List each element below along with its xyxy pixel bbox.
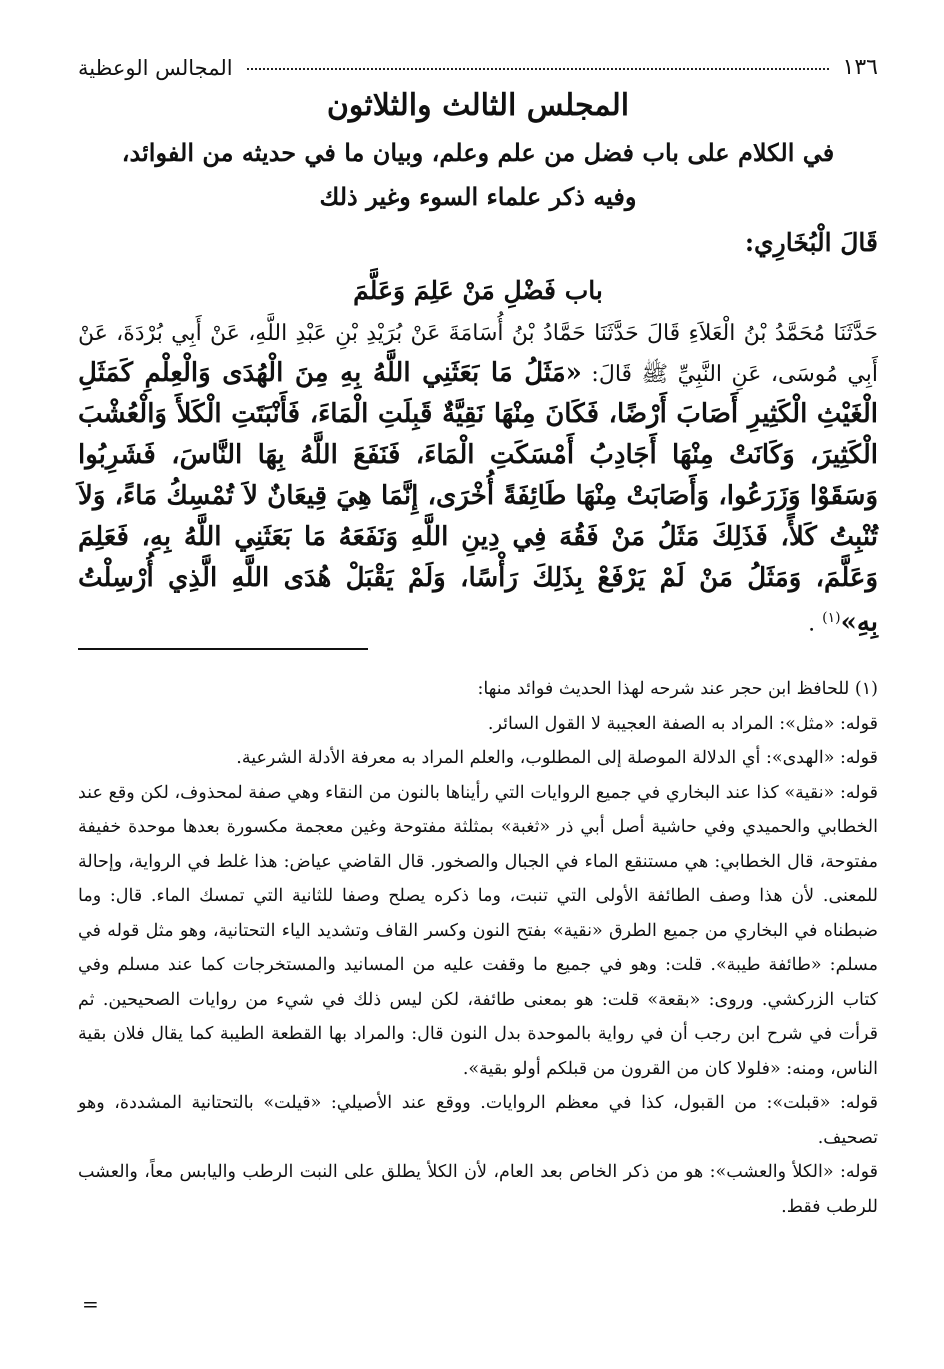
footnotes [78, 672, 878, 1224]
book-page [78, 30, 878, 1350]
chapter-subtitle-line2: وفيه ذكر علماء السوء وغير ذلك [319, 182, 637, 211]
footnote-intro: (١) للحافظ ابن حجر عند شرحه لهذا الحديث فوائد منها: [477, 679, 878, 699]
footnote-item: قوله: «الهدى»: أي الدلالة الموصلة إلى المطلوب، والعلم المراد به معرفة الأدلة الشرعية. [236, 748, 878, 768]
hadith-isnad: حَدَّثَنَا مُحَمَّدُ بْنُ الْعَلاَءِ قَالَ حَدَّثَنَا حَمَّادُ بْنُ أُسَامَةَ عَنْ بُرَيْدِ بْنِ عَبْدِ اللَّهِ، عَنْ أَبِي بُرْدَةَ، عَنْ أَبِي مُوسَى، عَنِ النَّبِيِّ ﷺ قَالَ: [78, 321, 878, 387]
footnote-item: قوله: «نقية» كذا عند البخاري في جميع الروايات التي رأيناها بالنون من النقاء وهي صفة لمحذوف، لكن وقع عند الخطابي والحميدي وفي حاشية أصل أبي ذر «ثغبة» بمثلثة مفتوحة وغين معجمة مكسورة بعدها موحدة خفيفة مفتوحة، قال الخطابي: هي مستنقع الماء في الجبال والصخور. قال القاضي عياض: هذا غلط في الرواية، وإحالة للمعنى. لأن هذا وصف الطائفة الأولى التي تنبت، وما ذكره يصلح وصفا للثانية التي تمسك الماء. قال: وما ضبطناه في البخاري من جميع الطرق «نقية» بفتح النون وكسر القاف وتشديد الياء التحتانية، وهو مثل قوله في مسلم: «طائفة طيبة». قلت: وهو في جميع ما وقفت عليه من المسانيد والمستخرجات كما عند مسلم وفي كتاب الزركشي. وروى: «بقعة» قلت: هو بمعنى طائفة، لكن ليس ذلك في شيء من روايات الصحيحين. ثم قرأت في شرح ابن رجب أن في رواية بالموحدة بدل النون قال: والمراد بها القطعة الطيبة كما يقال فلان بقية الناس، ومنه: «فلولا كان من القرون من قبلكم أولو بقية». [78, 782, 878, 1079]
running-book-title: المجالس الوعظية [78, 56, 233, 80]
qal-al-bukhari: قَالَ الْبُخَارِي: [744, 228, 878, 257]
bab-heading: باب فَضْلِ مَنْ عَلِمَ وَعَلَّمَ [353, 276, 603, 305]
hadith-ending: . [808, 611, 823, 637]
hadith-paragraph [78, 315, 878, 643]
chapter-title: المجلس الثالث والثلاثون [326, 88, 630, 123]
footnote-item: قوله: «مثل»: المراد به الصفة العجيبة لا القول السائر. [487, 713, 878, 734]
header-divider-dots [247, 68, 829, 70]
footnote-item: قوله: «قبلت»: من القبول، كذا في معظم الروايات. ووقع عند الأصيلي: «قيلت» بالتحتانية المشددة، وهو تصحيف. [78, 1093, 878, 1148]
chapter-subtitle-line1: في الكلام على باب فضل من علم وعلم، وبيان ما في حديثه من الفوائد، [121, 138, 835, 167]
page-number: ١٣٦ [842, 55, 878, 80]
footnote-item: قوله: «الكلأ والعشب»: هو من ذكر الخاص بعد العام، لأن الكلأ يطلق على النبت الرطب واليابس معاً، والعشب للرطب فقط. [78, 1162, 878, 1217]
running-header [78, 40, 878, 80]
footnote-reference: (١) [822, 610, 841, 626]
continuation-mark: = [82, 1292, 99, 1316]
hadith-matn: «مَثَلُ مَا بَعَثَنِي اللَّهُ بِهِ مِنَ الْهُدَى وَالْعِلْمِ كَمَثَلِ الْغَيْثِ الْكَثِيرِ أَصَابَ أَرْضًا، فَكَانَ مِنْهَا نَقِيَّةٌ قَبِلَتِ الْمَاءَ، فَأَنْبَتَتِ الْكَلأَ وَالْعُشْبَ الْكَثِيرَ، وَكَانَتْ مِنْهَا أَجَادِبُ أَمْسَكَتِ الْمَاءَ، فَنَفَعَ اللَّهُ بِهَا النَّاسَ، فَشَرِبُوا وَسَقَوْا وَزَرَعُوا، وَأَصَابَتْ مِنْهَا طَائِفَةً أُخْرَى، إِنَّمَا هِيَ قِيعَانٌ لاَ تُمْسِكُ مَاءً، وَلاَ تُنْبِتُ كَلأً، فَذَلِكَ مَثَلُ مَنْ فَقُهَ فِي دِينِ اللَّهِ وَنَفَعَهُ مَا بَعَثَنِي اللَّهُ بِهِ، فَعَلِمَ وَعَلَّمَ، وَمَثَلُ مَنْ لَمْ يَرْفَعْ بِذَلِكَ رَأْسًا، وَلَمْ يَقْبَلْ هُدَى اللَّهِ الَّذِي أُرْسِلْتُ بِهِ» [78, 358, 878, 638]
footnote-separator [78, 648, 368, 650]
